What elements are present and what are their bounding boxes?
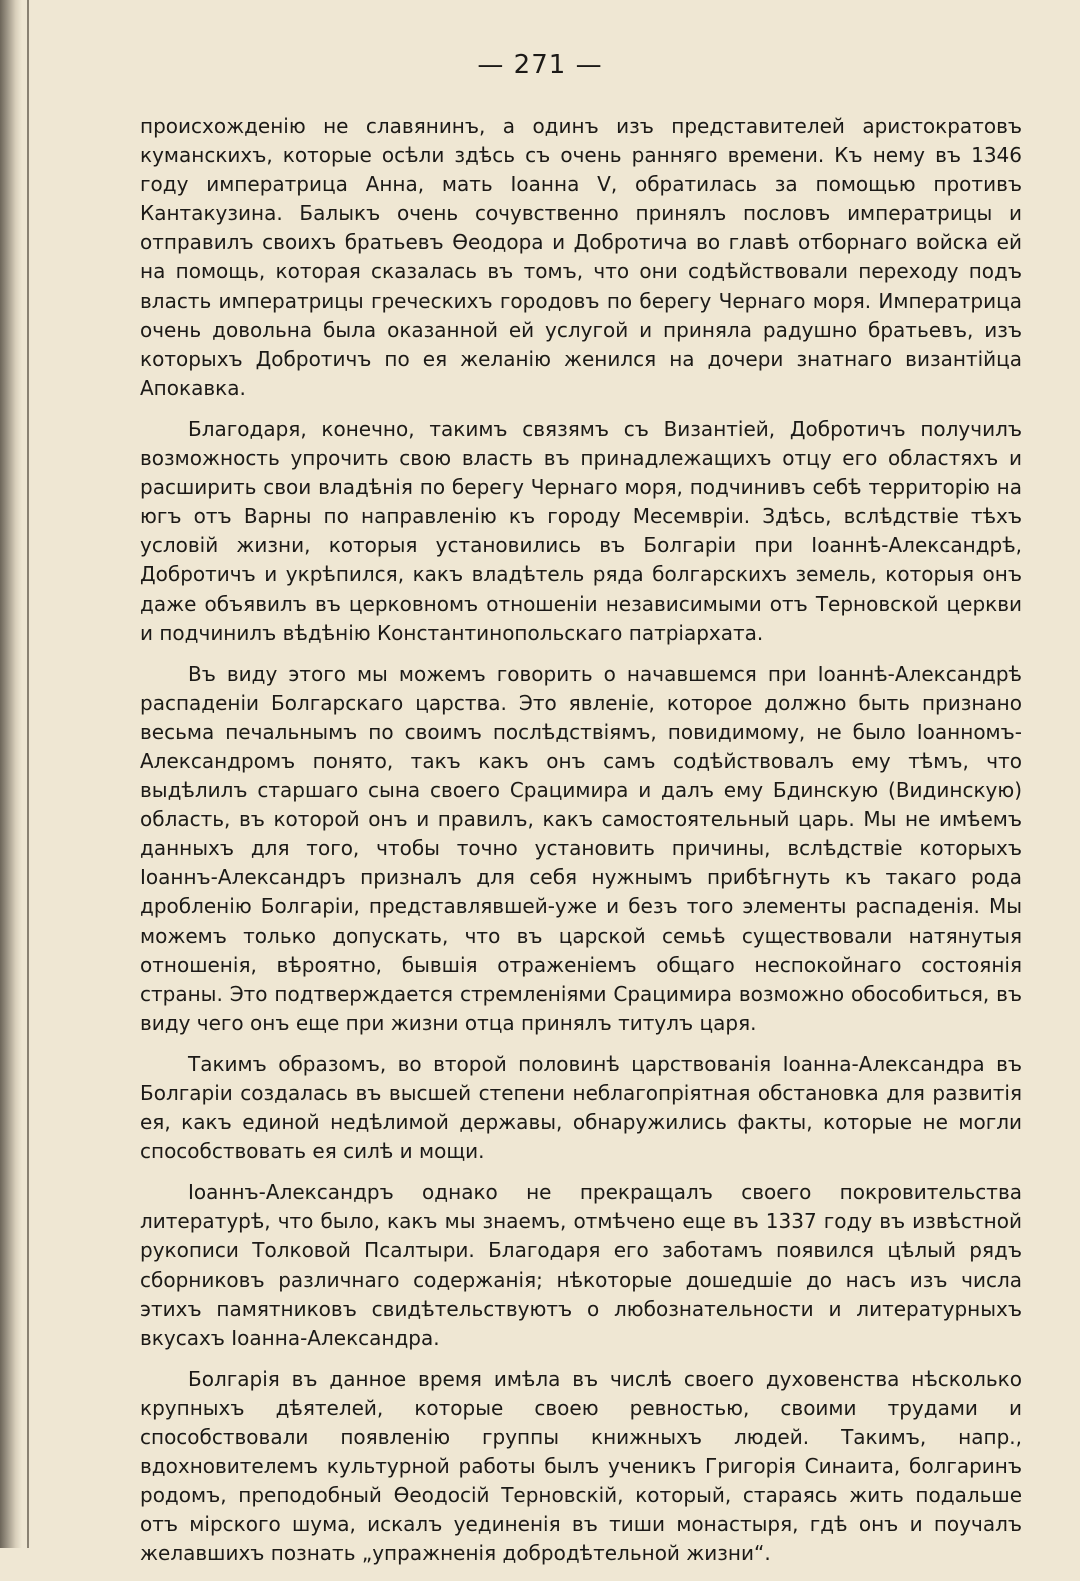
paragraph: Въ виду этого мы можемъ говорить о начавшемся при Іоаннѣ-Александрѣ распаденіи Болгарскаго царства. Это явленіе, которое должно быть признано весьма печальнымъ по своимъ послѣдствіямъ, повидимому, не было Іоанномъ-Александромъ понято, такъ какъ онъ самъ содѣйствовалъ ему тѣмъ, что выдѣлилъ старшаго сына своего Срацимира и далъ ему Бдинскую (Видинскую) область, въ которой онъ и правилъ, какъ самостоятельный царь. Мы не имѣемъ данныхъ для того, чтобы точно установить причины, вслѣдствіе которыхъ Іоаннъ-Александръ призналъ для себя нужнымъ прибѣгнуть къ такаго рода дробленію Болгаріи, представлявшей-уже и безъ того элементы распаденія. Мы можемъ только допускать, что въ царской семьѣ существовали натянутыя отношенія, вѣроятно, бывшія отраженіемъ общаго неспокойнаго состоянія страны. Это подтверждается стремленіями Срацимира возможно обособиться, въ виду чего онъ еще при жизни отца принялъ титулъ царя.	[140, 661, 1022, 1035]
paragraph: Іоаннъ-Александръ однако не прекращалъ своего покровительства литературѣ, что было, какъ мы знаемъ, отмѣчено еще въ 1337 году въ извѣстной рукописи Толковой Псалтыри. Благодаря его заботамъ появился цѣлый рядъ сборниковъ различнаго содержанія; нѣкоторые дошедшіе до насъ изъ числа этихъ памятниковъ свидѣтельствуютъ о любознательности и литературныхъ вкусахъ Іоанна-Александра.	[140, 1180, 1022, 1350]
paragraph: происхожденію не славянинъ, а одинъ изъ представителей аристократовъ куманскихъ, которые осѣли здѣсь съ очень ранняго времени. Къ нему въ 1346 году императрица Анна, мать Іоанна V, обратилась за помощью противъ Кантакузина. Балыкъ очень сочувственно принялъ пословъ императрицы и отправилъ своихъ братьевъ Ѳеодора и Добротича во главѣ отборнаго войска ей на помощь, которая сказалась въ томъ, что они содѣйствовали переходу подъ власть императрицы греческихъ городовъ по берегу Чернаго моря. Императрица очень довольна была оказанной ей услугой и приняла радушно братьевъ, изъ которыхъ Добротичъ по ея желанію женился на дочери знатнаго византійца Апокавка.	[140, 114, 1022, 400]
page-number: — 271 —	[477, 50, 603, 80]
paragraph: Болгарія въ данное время имѣла въ числѣ своего духовенства нѣсколько крупныхъ дѣятелей, которые своею ревностью, своими трудами и способствовали появленію группы книжныхъ людей. Такимъ, напр., вдохновителемъ культурной работы былъ ученикъ Григорія Синаита, болгаринъ родомъ, преподобный Ѳеодосій Терновскій, который, стараясь жить подальше отъ мірского шума, искалъ уединенія въ тиши монастыря, гдѣ онъ и поучалъ желавшихъ познать „упражненія добродѣтельной жизни“.	[140, 1366, 1022, 1566]
book-binding-line	[27, 0, 29, 1548]
book-binding-edge	[0, 0, 22, 1548]
page-body	[140, 112, 1022, 1581]
paragraph: Благодаря, конечно, такимъ связямъ съ Византіей, Добротичъ получилъ возможность упрочить свою власть въ принадлежащихъ отцу его областяхъ и расширить свои владѣнія по берегу Чернаго моря, подчинивъ себѣ территорію на югъ отъ Варны по направленію къ городу Месемвріи. Здѣсь, вслѣдствіе тѣхъ условій жизни, которыя установились въ Болгаріи при Іоаннѣ-Александрѣ, Добротичъ и укрѣпился, какъ владѣтель ряда болгарскихъ земель, которыя онъ даже объявилъ въ церковномъ отношеніи независимыми отъ Терновской церкви и подчинилъ вѣдѣнію Константинопольскаго патріархата.	[140, 416, 1022, 645]
paragraph: Такимъ образомъ, во второй половинѣ царствованія Іоанна-Александра въ Болгаріи создалась въ высшей степени неблагопріятная обстановка для развитія ея, какъ единой недѣлимой державы, обнаружились факты, которые не могли способствовать ея силѣ и мощи.	[140, 1051, 1022, 1164]
